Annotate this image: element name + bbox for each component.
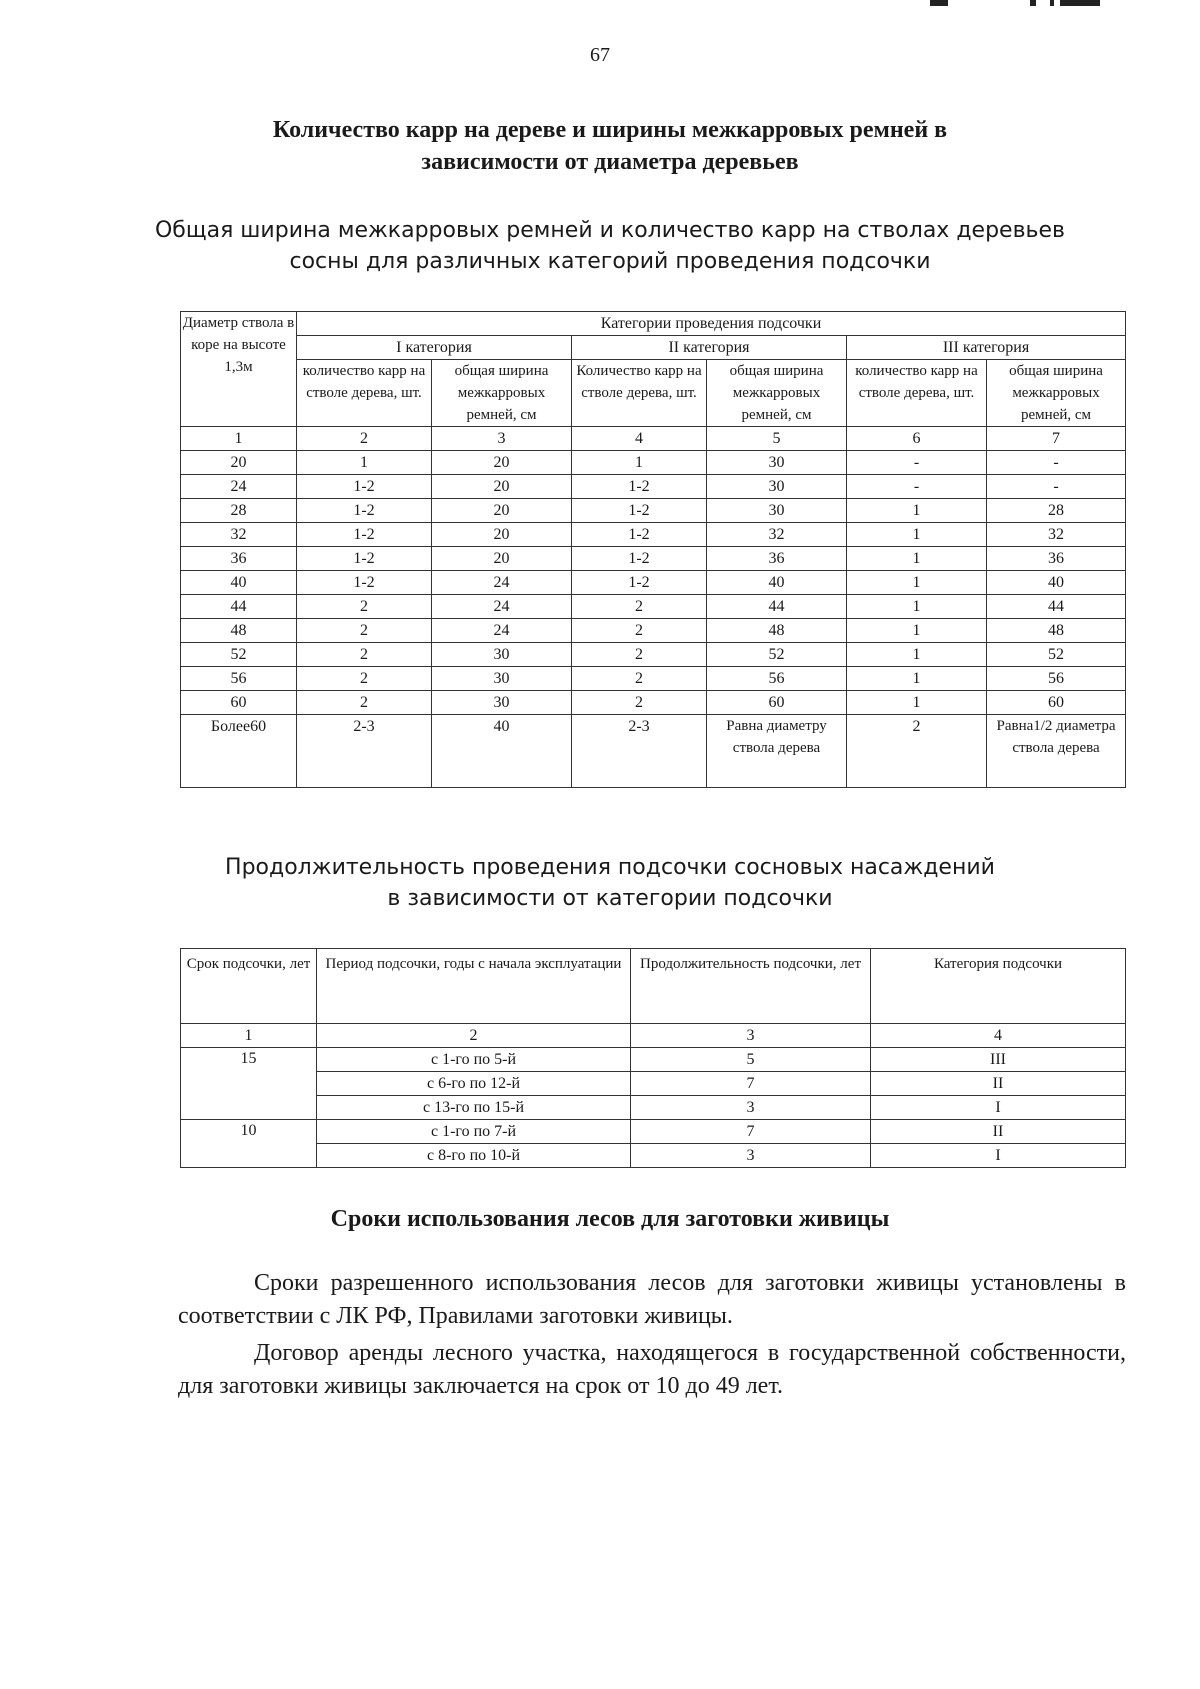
section1-subtitle	[150, 215, 1070, 277]
table-cell: 1-2	[572, 499, 707, 523]
header-categories-group: Категории проведения подсочки	[297, 312, 1126, 336]
table-cell: 60	[707, 691, 847, 715]
table-cell: с 6-го по 12-й	[317, 1072, 631, 1096]
section2-title-line1: Продолжительность проведения подсочки сосновых насаждений	[225, 855, 995, 880]
table-cell: I	[871, 1096, 1126, 1120]
table-cell: 40	[181, 571, 297, 595]
table-cell: 20	[432, 475, 572, 499]
table-cell: 30	[707, 451, 847, 475]
table-cell: 20	[432, 523, 572, 547]
header-duration: Продолжительность подсочки, лет	[631, 949, 871, 1024]
table-cell: 36	[987, 547, 1126, 571]
table-cell: III	[871, 1048, 1126, 1072]
table-row	[181, 619, 1126, 643]
section1-title-line2: зависимости от диаметра деревьев	[421, 149, 799, 175]
table-cell: 52	[707, 643, 847, 667]
table-cell: 44	[987, 595, 1126, 619]
section2-title	[150, 852, 1070, 914]
table-cell: 60	[987, 691, 1126, 715]
table-cell: с 13-го по 15-й	[317, 1096, 631, 1120]
header-term: Срок подсочки, лет	[181, 949, 317, 1024]
table-cell: 2	[572, 619, 707, 643]
table-cell: 1-2	[297, 499, 432, 523]
table-cell: 24	[181, 475, 297, 499]
table-cell: 32	[707, 523, 847, 547]
table-cell: 32	[987, 523, 1126, 547]
table-cell: 28	[181, 499, 297, 523]
table-cell: с 8-го по 10-й	[317, 1144, 631, 1168]
scan-artifact	[1030, 0, 1036, 6]
table-row	[181, 571, 1126, 595]
table-cell: 44	[707, 595, 847, 619]
header-period: Период подсочки, годы с начала эксплуатации	[317, 949, 631, 1024]
table-cell: 1-2	[572, 523, 707, 547]
table-cell: 48	[987, 619, 1126, 643]
table-row	[181, 523, 1126, 547]
table-cell: 7	[631, 1072, 871, 1096]
table-row	[181, 595, 1126, 619]
table-cell: 60	[181, 691, 297, 715]
table-cell: 2	[297, 643, 432, 667]
table-cell: 1	[847, 619, 987, 643]
table-cell: 44	[181, 595, 297, 619]
paragraph-1: Сроки разрешенного использования лесов для заготовки живицы установлены в соответствии с ЛК РФ, Правилами заготовки живицы.	[178, 1270, 1126, 1329]
numbering-row	[181, 1024, 1126, 1048]
page-number: 67	[590, 44, 610, 66]
table-cell: 2	[297, 595, 432, 619]
number-cell: 1	[181, 427, 297, 451]
table-cell: 32	[181, 523, 297, 547]
scan-artifact	[1060, 0, 1100, 6]
table-cell: Равна1/2 диаметра ствола дерева	[987, 715, 1126, 788]
table-cell: 2	[572, 691, 707, 715]
table-cell: 2	[572, 643, 707, 667]
subheader-cell: количество карр на стволе дерева, шт.	[847, 360, 987, 427]
table-cell: 56	[707, 667, 847, 691]
header-diameter: Диаметр ствола в коре на высоте 1,3м	[181, 312, 297, 427]
table-cell: Равна диаметру ствола дерева	[707, 715, 847, 788]
table-cell: 2	[297, 619, 432, 643]
table-cell: 30	[432, 643, 572, 667]
table-cell: 48	[707, 619, 847, 643]
subheader-cell: Количество карр на стволе дерева, шт.	[572, 360, 707, 427]
table-cell: -	[987, 451, 1126, 475]
section1-subtitle-line2: сосны для различных категорий проведения подсочки	[289, 249, 931, 274]
table-cell: с 1-го по 5-й	[317, 1048, 631, 1072]
table-cell: -	[987, 475, 1126, 499]
header-category: Категория подсочки	[871, 949, 1126, 1024]
section1-subtitle-line1: Общая ширина межкарровых ремней и количество карр на стволах деревьев	[154, 218, 1065, 243]
table-cell: 24	[432, 619, 572, 643]
table-cell: 3	[631, 1144, 871, 1168]
table-cell: I	[871, 1144, 1126, 1168]
number-cell: 4	[572, 427, 707, 451]
number-cell: 2	[317, 1024, 631, 1048]
table-row	[181, 1144, 1126, 1168]
section1-title-line1: Количество карр на дереве и ширины межкарровых ремней в	[272, 117, 948, 143]
table-cell: 20	[432, 451, 572, 475]
header-category-1: I категория	[297, 336, 572, 360]
table-cell: II	[871, 1120, 1126, 1144]
table-cell: 40	[432, 715, 572, 788]
table-cell: 36	[181, 547, 297, 571]
table-cell: 1-2	[572, 571, 707, 595]
section1-title	[180, 114, 1040, 178]
number-cell: 1	[181, 1024, 317, 1048]
subheader-cell: общая ширина межкарровых ремней, см	[987, 360, 1126, 427]
table-cell: 1	[847, 523, 987, 547]
table-cell: 1	[847, 571, 987, 595]
table-cell: Более60	[181, 715, 297, 788]
scan-artifact	[1050, 0, 1054, 6]
number-cell: 6	[847, 427, 987, 451]
table-cell: 2	[847, 715, 987, 788]
header-category-3: III категория	[847, 336, 1126, 360]
table-cell: 1	[297, 451, 432, 475]
table-cell: -	[847, 475, 987, 499]
table-cell: 1-2	[297, 475, 432, 499]
table-row	[181, 499, 1126, 523]
table-cell: с 1-го по 7-й	[317, 1120, 631, 1144]
table-cell: 1-2	[572, 547, 707, 571]
table-cell: 56	[987, 667, 1126, 691]
paragraph-2: Договор аренды лесного участка, находящегося в государственной собственности, для заготовки живицы заключается на срок от 10 до 49 лет.	[178, 1340, 1126, 1399]
number-cell: 7	[987, 427, 1126, 451]
table-cell: 24	[432, 571, 572, 595]
table-cell: 1	[847, 547, 987, 571]
subheader-cell: общая ширина межкарровых ремней, см	[432, 360, 572, 427]
table-cell: 20	[432, 547, 572, 571]
table-cell: 1-2	[297, 523, 432, 547]
table-cell: -	[847, 451, 987, 475]
table1-body	[181, 451, 1126, 715]
table-row	[181, 715, 1126, 788]
table-cell: 2-3	[297, 715, 432, 788]
number-cell: 3	[432, 427, 572, 451]
number-cell: 5	[707, 427, 847, 451]
table-row	[181, 547, 1126, 571]
term-cell: 15	[181, 1048, 317, 1120]
section2-title-line2: в зависимости от категории подсочки	[387, 886, 833, 911]
table-cell: 48	[181, 619, 297, 643]
table2-body	[181, 1048, 1126, 1168]
table-cell: 30	[707, 475, 847, 499]
number-cell: 2	[297, 427, 432, 451]
table-row	[181, 667, 1126, 691]
table-cell: 24	[432, 595, 572, 619]
table-cell: 40	[707, 571, 847, 595]
table-row	[181, 691, 1126, 715]
number-cell: 3	[631, 1024, 871, 1048]
table-cell: 28	[987, 499, 1126, 523]
table-cell: 2	[572, 667, 707, 691]
table-row	[181, 1096, 1126, 1120]
table-cell: 2	[572, 595, 707, 619]
tapping-categories-table	[180, 311, 1126, 788]
numbering-row	[181, 427, 1126, 451]
header-category-2: II категория	[572, 336, 847, 360]
number-cell: 4	[871, 1024, 1126, 1048]
table-cell: 40	[987, 571, 1126, 595]
table-row	[181, 643, 1126, 667]
subheader-cell: количество карр на стволе дерева, шт.	[297, 360, 432, 427]
table-cell: II	[871, 1072, 1126, 1096]
table-cell: 1	[847, 667, 987, 691]
table-cell: 2	[297, 667, 432, 691]
table-cell: 30	[432, 667, 572, 691]
table-cell: 56	[181, 667, 297, 691]
table-cell: 20	[432, 499, 572, 523]
table-cell: 1	[847, 595, 987, 619]
table-row	[181, 1048, 1126, 1072]
term-cell: 10	[181, 1120, 317, 1168]
table-cell: 1-2	[297, 547, 432, 571]
table-row	[181, 1120, 1126, 1144]
table-cell: 1-2	[572, 475, 707, 499]
subheader-cell: общая ширина межкарровых ремней, см	[707, 360, 847, 427]
table-row	[181, 451, 1126, 475]
table-cell: 2-3	[572, 715, 707, 788]
table-cell: 36	[707, 547, 847, 571]
table-cell: 20	[181, 451, 297, 475]
table-cell: 2	[297, 691, 432, 715]
table-cell: 7	[631, 1120, 871, 1144]
table-cell: 30	[707, 499, 847, 523]
table-cell: 1-2	[297, 571, 432, 595]
table-cell: 1	[847, 499, 987, 523]
table-cell: 1	[847, 643, 987, 667]
table-row	[181, 475, 1126, 499]
table-cell: 52	[987, 643, 1126, 667]
table-cell: 30	[432, 691, 572, 715]
table-row	[181, 1072, 1126, 1096]
tapping-duration-table	[180, 948, 1126, 1168]
table-cell: 1	[572, 451, 707, 475]
table-cell: 1	[847, 691, 987, 715]
table-cell: 3	[631, 1096, 871, 1120]
scan-artifact	[930, 0, 948, 6]
section3-title: Сроки использования лесов для заготовки живицы	[330, 1206, 890, 1232]
table-cell: 5	[631, 1048, 871, 1072]
table-cell: 52	[181, 643, 297, 667]
